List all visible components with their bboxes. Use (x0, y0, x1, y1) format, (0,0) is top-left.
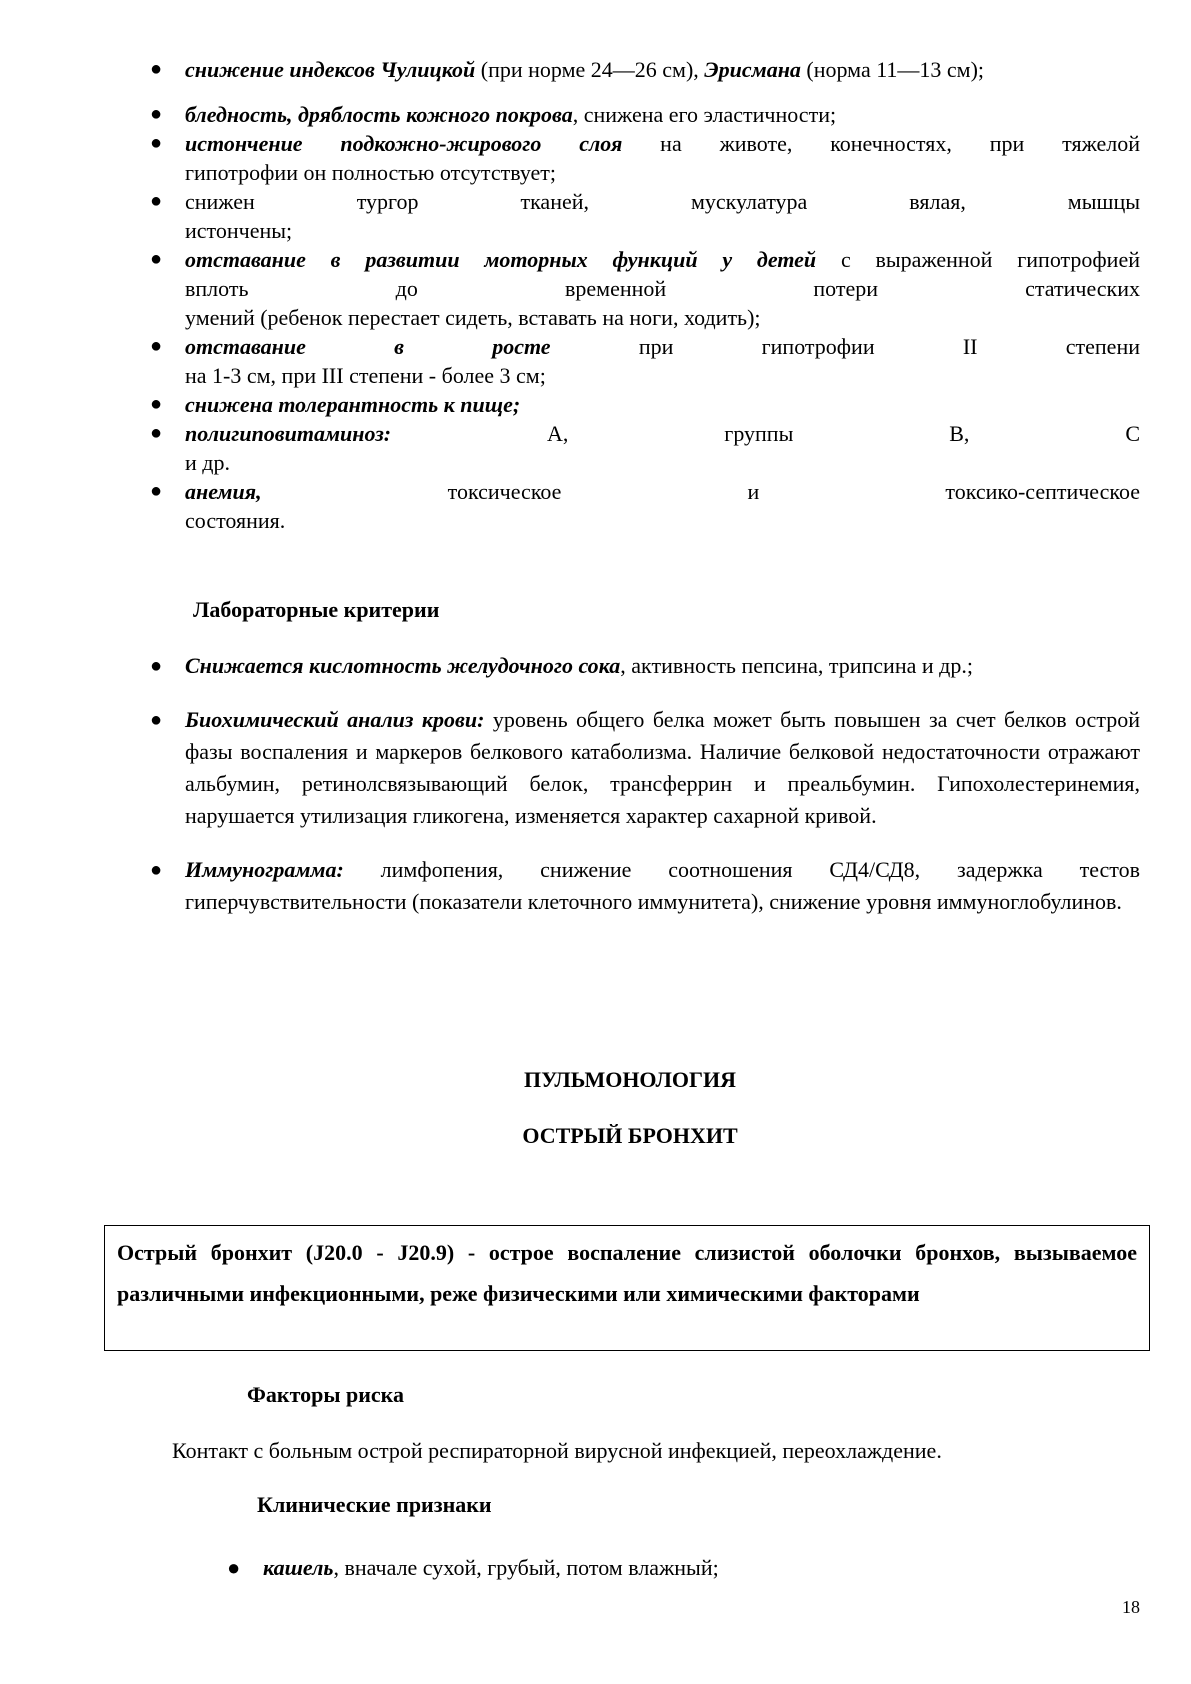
list-item: ● кашель, вначале сухой, грубый, потом влажный; (227, 1555, 719, 1580)
list-item: ● отставание в росте при гипотрофии II степени на 1-3 см, при III степени - более 3 см; (150, 334, 1140, 388)
bullet-icon: ● (150, 103, 163, 125)
bullet-icon: ● (150, 393, 163, 415)
bullet-list-lab (150, 650, 1140, 940)
bullet-icon: ● (150, 480, 163, 502)
list-item: ● Иммунограмма: лимфопения, снижение соотношения СД4/СД8, задержка тестов гиперчувствительности (показатели клеточного иммунитета), снижение уровня иммуноглобулинов. (150, 854, 1140, 918)
risk-factors-text: Контакт с больным острой респираторной вирусной инфекцией, переохлаждение. (172, 1438, 942, 1463)
clinical-signs-heading: Клинические признаки (257, 1492, 492, 1517)
bullet-icon: ● (150, 655, 163, 677)
bullet-icon: ● (150, 422, 163, 444)
bullet-icon: ● (150, 132, 163, 154)
bullet-icon: ● (150, 190, 163, 212)
bullet-icon: ● (150, 859, 163, 881)
lab-criteria-heading: Лабораторные критерии (193, 597, 440, 622)
list-item: ● истончение подкожно-жирового слоя на животе, конечностях, при тяжелой гипотрофии он полностью отсутствует; (150, 131, 1140, 185)
bullet-list-symptoms (150, 55, 1140, 535)
bullet-icon: ● (150, 58, 163, 80)
bullet-icon: ● (150, 709, 163, 731)
list-item: ● снижена толерантность к пище; (150, 392, 521, 417)
list-item: ● анемия, токсическое и токсико-септическое состояния. (150, 479, 1140, 533)
list-item: ● Биохимический анализ крови: уровень общего белка может быть повышен за счет белков острой фазы воспаления и маркеров белкового катаболизма. Наличие белковой недостаточности отражают альбумин, ретинолсвязывающий белок, трансферрин и преальбумин. Гипохолестеринемия, нарушается утилизация гликогена, изменяется характер сахарной кривой. (150, 704, 1140, 832)
list-item: ● снижен тургор тканей, мускулатура вялая, мышцы истончены; (150, 189, 1140, 243)
list-item: ● отставание в развитии моторных функций у детей с выраженной гипотрофией вплоть до временной потери статических умений (ребенок перестает сидеть, вставать на ноги, ходить); (150, 247, 1140, 330)
page-number: 18 (1122, 1597, 1140, 1617)
section-title: ПУЛЬМОНОЛОГИЯ (524, 1067, 736, 1092)
list-item: ● бледность, дряблость кожного покрова, снижена его эластичности; (150, 102, 837, 127)
subsection-title: ОСТРЫЙ БРОНХИТ (522, 1123, 738, 1148)
bullet-icon: ● (150, 248, 163, 270)
list-item: ● Снижается кислотность желудочного сока, активность пепсина, трипсина и др.; (150, 650, 1140, 682)
list-item: ● полигиповитаминоз: А, группы В, С и др. (150, 421, 1140, 475)
bullet-icon: ● (227, 1555, 241, 1580)
risk-factors-heading: Факторы риска (247, 1382, 405, 1407)
list-item: ● снижение индексов Чулицкой (при норме 24—26 см), Эрисмана (норма 11—13 см); (150, 57, 985, 82)
definition-box: Острый бронхит (J20.0 - J20.9) - острое воспаление слизистой оболочки бронхов, вызываемое различными инфекционными, реже физическими или химическими факторами (104, 1225, 1150, 1351)
bullet-icon: ● (150, 335, 163, 357)
